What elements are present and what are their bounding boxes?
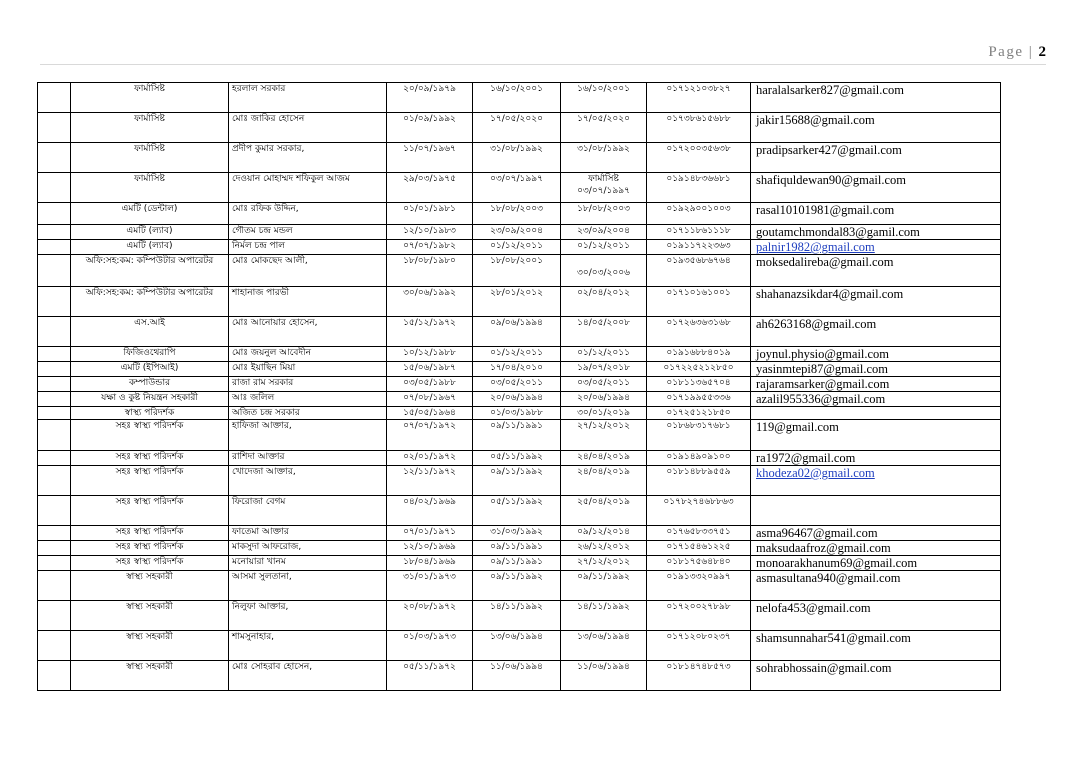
serial-cell (38, 392, 71, 407)
first-join-date-cell: ০৩/০৭/১৯৯৭ (473, 173, 561, 203)
email-cell (751, 347, 1001, 362)
designation-cell: এমটি (ডেন্টাল) (71, 203, 229, 225)
current-join-date: ০৯/১২/২০১৪ (577, 527, 630, 537)
current-join-date-cell (561, 173, 647, 203)
table-row (38, 420, 1001, 451)
designation-cell: স্বাস্থ্য সহকারী (71, 631, 229, 661)
email-cell (751, 601, 1001, 631)
current-join-date-cell (561, 255, 647, 287)
first-join-date-cell: ৩১/০৩/১৯৯২ (473, 526, 561, 541)
phone-cell: ০১৭১২০৮০২৩৭ (647, 631, 751, 661)
phone-cell: ০১৭১৫৪৬১২২৫ (647, 541, 751, 556)
current-join-date-cell (561, 362, 647, 377)
email-cell (751, 496, 1001, 526)
first-join-date-cell: ০১/১২/২০১১ (473, 240, 561, 255)
current-join-date: ১৭/০৫/২০২০ (577, 114, 630, 124)
first-join-date-cell: ০১/১২/২০১১ (473, 347, 561, 362)
first-join-date-cell: ১৪/১১/১৯৯২ (473, 601, 561, 631)
serial-cell (38, 225, 71, 240)
current-join-date: ২৪/০৪/২০১৯ (577, 452, 630, 462)
email-cell (751, 392, 1001, 407)
phone-cell: ০১৮১৪৮৮৯৫৫৯ (647, 466, 751, 496)
birth-date-cell: ০৭/০৭/১৯৮২ (387, 240, 473, 255)
email-cell (751, 661, 1001, 691)
serial-cell (38, 451, 71, 466)
first-join-date-cell: ২৩/০৯/২০০৪ (473, 225, 561, 240)
current-join-date-cell (561, 225, 647, 240)
email-cell (751, 83, 1001, 113)
current-join-date-cell (561, 496, 647, 526)
designation-cell: স্বাস্থ্য সহকারী (71, 661, 229, 691)
name-cell: অজিত চন্দ্র সরকার (229, 407, 387, 420)
birth-date-cell: ০৭/০৮/১৯৬৭ (387, 392, 473, 407)
name-cell: মোঃ রফিক উদ্দিন, (229, 203, 387, 225)
phone-cell: ০১৯১১৭২২৩৬৩ (647, 240, 751, 255)
current-join-date-cell (561, 571, 647, 601)
email-cell (751, 203, 1001, 225)
name-cell: আসমা সুলতানা, (229, 571, 387, 601)
birth-date-cell: ০২/০১/১৯৭২ (387, 451, 473, 466)
serial-cell (38, 420, 71, 451)
current-join-date-cell (561, 317, 647, 347)
serial-cell (38, 113, 71, 143)
birth-date-cell: ০১/০১/১৯৮১ (387, 203, 473, 225)
current-join-date-cell (561, 83, 647, 113)
phone-cell: ০১৭৬৫৮৩৩৭৫১ (647, 526, 751, 541)
table-row (38, 113, 1001, 143)
current-join-date: ২০/০৬/১৯৯৪ (577, 393, 630, 403)
email-text: joynul.physio@gmail.com (756, 347, 890, 361)
phone-cell: ০১৮১৭৫৬৪৮৪০ (647, 556, 751, 571)
table-row (38, 451, 1001, 466)
phone-cell: ০১৭২০০৩৫৬৩৮ (647, 143, 751, 173)
email-text: nelofa453@gmail.com (756, 601, 871, 615)
current-join-date-cell (561, 466, 647, 496)
current-join-date-cell (561, 420, 647, 451)
table-row (38, 407, 1001, 420)
current-join-date: ১৩/০৬/১৯৯৪ (577, 632, 630, 642)
designation-cell: ফার্মাসিষ্ট (71, 173, 229, 203)
email-link[interactable]: palnir1982@gmail.com (756, 240, 875, 254)
birth-date-cell: ২০/০৯/১৯৭৯ (387, 83, 473, 113)
current-join-date: ৩১/০৮/১৯৯২ (577, 144, 630, 154)
table-row (38, 240, 1001, 255)
email-cell (751, 113, 1001, 143)
name-cell: মোঃ জয়নুল আবেদীন (229, 347, 387, 362)
email-text: yasinmtepi87@gmail.com (756, 362, 888, 376)
table-row (38, 526, 1001, 541)
current-join-date: ২৪/০৪/২০১৯ (577, 467, 630, 477)
birth-date-cell: ০১/০৯/১৯৯২ (387, 113, 473, 143)
email-cell (751, 631, 1001, 661)
email-link[interactable]: khodeza02@gmail.com (756, 466, 875, 480)
email-text: shamsunnahar541@gmail.com (756, 631, 911, 645)
name-cell: নির্মল চন্দ্র পাল (229, 240, 387, 255)
phone-cell: ০১৭৩৮৬১৫৬৮৮ (647, 113, 751, 143)
name-cell: দেওয়ান মোহাম্মদ শফিকুল আজম (229, 173, 387, 203)
name-cell: ফিরোজা বেগম (229, 496, 387, 526)
first-join-date-cell: ০৯/১১/১৯৯২ (473, 571, 561, 601)
serial-cell (38, 466, 71, 496)
email-cell (751, 571, 1001, 601)
phone-cell: ০১৭১০১৬১০০১ (647, 287, 751, 317)
birth-date-cell: ১০/১২/১৯৮৮ (387, 347, 473, 362)
table-row (38, 317, 1001, 347)
serial-cell (38, 631, 71, 661)
first-join-date-cell: ০৯/১১/১৯৯২ (473, 466, 561, 496)
serial-cell (38, 496, 71, 526)
table-row (38, 556, 1001, 571)
first-join-date-cell: ০৩/০৫/২০১১ (473, 377, 561, 392)
birth-date-cell: ১২/১০/১৯৮৩ (387, 225, 473, 240)
current-join-date: ২৭/১২/২০১২ (577, 557, 630, 567)
phone-cell: ০১৭২৬৩৬৩১৬৮ (647, 317, 751, 347)
current-join-date-cell (561, 240, 647, 255)
current-join-date-second-line: ৩০/০৩/২০০৬ (577, 268, 630, 278)
name-cell: মোঃ জাকির হোসেন (229, 113, 387, 143)
current-join-date: ০৯/১১/১৯৯২ (577, 572, 630, 582)
designation-cell: এস.আই (71, 317, 229, 347)
email-cell (751, 451, 1001, 466)
birth-date-cell: ১২/১১/১৯৭২ (387, 466, 473, 496)
email-cell (751, 420, 1001, 451)
email-text: jakir15688@gmail.com (756, 113, 875, 127)
phone-cell: ০১৭৮২৭৪৬৮৮৬৩ (647, 496, 751, 526)
email-text: pradipsarker427@gmail.com (756, 143, 902, 157)
first-join-date-cell: ১৮/০৮/২০০১ (473, 255, 561, 287)
first-join-date-cell: ০৯/১১/১৯৯১ (473, 556, 561, 571)
designation-cell: ফার্মাসিষ্ট (71, 83, 229, 113)
designation-cell: সহঃ স্বাস্থ্য পরিদর্শক (71, 496, 229, 526)
name-cell: ফাতেমা আক্তার (229, 526, 387, 541)
email-cell (751, 556, 1001, 571)
email-text: rasal10101981@gmail.com (756, 203, 895, 217)
serial-cell (38, 556, 71, 571)
email-cell (751, 317, 1001, 347)
current-join-date: ১৯/০৭/২০১৮ (577, 363, 630, 373)
current-join-date: ০২/০৪/২০১২ (577, 288, 630, 298)
current-join-date-cell (561, 541, 647, 556)
serial-cell (38, 347, 71, 362)
designation-cell: অফি:সহ:কম: কম্পিউটার অপারেটর (71, 287, 229, 317)
name-cell: হাফিজা আক্তার, (229, 420, 387, 451)
current-join-date-second-line: ০৩/০৭/১৯৯৭ (577, 186, 630, 196)
first-join-date-cell: ২৮/০১/২০১২ (473, 287, 561, 317)
name-cell: মোঃ ইয়াছিন মিয়া (229, 362, 387, 377)
designation-cell: এমটি (ল্যাব) (71, 225, 229, 240)
email-text: monoarakhanum69@gmail.com (756, 556, 918, 570)
first-join-date-cell: ১১/০৬/১৯৯৪ (473, 661, 561, 691)
current-join-date: ০১/১২/২০১১ (577, 241, 630, 251)
staff-table (37, 82, 1001, 691)
designation-cell: সহঃ স্বাস্থ্য পরিদর্শক (71, 451, 229, 466)
serial-cell (38, 661, 71, 691)
table-row (38, 377, 1001, 392)
serial-cell (38, 601, 71, 631)
first-join-date-cell: ১৬/১০/২০০১ (473, 83, 561, 113)
table-row (38, 466, 1001, 496)
current-join-date-cell (561, 203, 647, 225)
email-text: rajaramsarker@gmail.com (756, 377, 890, 391)
current-join-date: ১৮/০৮/২০০৩ (577, 204, 630, 214)
name-cell: শাহানাজ পারভী (229, 287, 387, 317)
birth-date-cell: ৩১/০১/১৯৭৩ (387, 571, 473, 601)
current-join-date-cell (561, 392, 647, 407)
phone-cell: ০১৯২৯০০১০০৩ (647, 203, 751, 225)
email-text: 119@gmail.com (756, 420, 839, 434)
serial-cell (38, 362, 71, 377)
current-join-date-cell (561, 601, 647, 631)
phone-cell: ০১৯১৪৮৩৬৬৮১ (647, 173, 751, 203)
birth-date-cell: ১২/১০/১৯৬৯ (387, 541, 473, 556)
first-join-date-cell: ০৯/১১/১৯৯১ (473, 541, 561, 556)
serial-cell (38, 317, 71, 347)
designation-cell: কম্পাউন্ডার (71, 377, 229, 392)
current-join-date-cell (561, 407, 647, 420)
current-join-date: ১৬/১০/২০০১ (577, 84, 630, 94)
table-row (38, 661, 1001, 691)
serial-cell (38, 287, 71, 317)
header-rule (40, 64, 1046, 65)
email-cell (751, 287, 1001, 317)
designation-cell: এমটি (ইপিআই) (71, 362, 229, 377)
email-text: asmasultana940@gmail.com (756, 571, 901, 585)
phone-cell: ০১৭১৯৯৫৫৩৩৬ (647, 392, 751, 407)
birth-date-cell: ৩০/০৬/১৯৯২ (387, 287, 473, 317)
name-cell: মোঃ আনোয়ার হোসেন, (229, 317, 387, 347)
table-row (38, 362, 1001, 377)
staff-table-body (38, 83, 1001, 691)
table-row (38, 541, 1001, 556)
current-join-date-cell (561, 631, 647, 661)
email-text: shahanazsikdar4@gmail.com (756, 287, 904, 301)
current-join-date-cell (561, 451, 647, 466)
email-cell (751, 466, 1001, 496)
serial-cell (38, 143, 71, 173)
current-join-date: ফার্মাসিষ্ট (588, 174, 619, 184)
current-join-date: ১১/০৬/১৯৯৪ (577, 662, 630, 672)
table-row (38, 601, 1001, 631)
current-join-date-cell (561, 347, 647, 362)
current-join-date-cell (561, 287, 647, 317)
current-join-date: ২৫/০৪/২০১৯ (577, 497, 630, 507)
first-join-date-cell: ০৯/১১/১৯৯১ (473, 420, 561, 451)
email-cell (751, 173, 1001, 203)
designation-cell: অফি:সহ:কম: কম্পিউটার অপারেটর (71, 255, 229, 287)
email-cell (751, 362, 1001, 377)
email-text: shafiquldewan90@gmail.com (756, 173, 907, 187)
first-join-date-cell: ১৮/০৮/২০০৩ (473, 203, 561, 225)
first-join-date-cell: ০৫/১১/১৯৯২ (473, 496, 561, 526)
email-cell (751, 240, 1001, 255)
email-cell (751, 225, 1001, 240)
phone-cell: ০১৭১২১০৩৮২৭ (647, 83, 751, 113)
email-text: azalil955336@gmail.com (756, 392, 886, 406)
current-join-date-cell (561, 556, 647, 571)
phone-cell: ০১৯১৩৩২০৯৯৭ (647, 571, 751, 601)
table-row (38, 347, 1001, 362)
designation-cell: স্বাস্থ্য সহকারী (71, 571, 229, 601)
current-join-date: ২৭/১২/২০১২ (577, 421, 630, 431)
designation-cell: এমটি (ল্যাব) (71, 240, 229, 255)
name-cell: রাশিদা আক্তার (229, 451, 387, 466)
birth-date-cell: ০৭/০১/১৯৭১ (387, 526, 473, 541)
serial-cell (38, 541, 71, 556)
email-text: ah6263168@gmail.com (756, 317, 877, 331)
designation-cell: সহঃ স্বাস্থ্য পরিদর্শক (71, 556, 229, 571)
phone-cell: ০১৭২০০২৭৮৯৮ (647, 601, 751, 631)
designation-cell: স্বাস্থ্য পরিদর্শক (71, 407, 229, 420)
email-text: ra1972@gmail.com (756, 451, 856, 465)
birth-date-cell: ১৫/০৫/১৯৬৪ (387, 407, 473, 420)
email-cell (751, 377, 1001, 392)
designation-cell: সহঃ স্বাস্থ্য পরিদর্শক (71, 420, 229, 451)
table-row (38, 225, 1001, 240)
email-text: moksedalireba@gmail.com (756, 255, 894, 269)
serial-cell (38, 255, 71, 287)
current-join-date: ০১/১২/২০১১ (577, 348, 630, 358)
email-cell (751, 255, 1001, 287)
first-join-date-cell: ২০/০৬/১৯৯৪ (473, 392, 561, 407)
table-row (38, 173, 1001, 203)
designation-cell: সহঃ স্বাস্থ্য পরিদর্শক (71, 541, 229, 556)
email-cell (751, 407, 1001, 420)
birth-date-cell: ২৯/০৩/১৯৭৫ (387, 173, 473, 203)
current-join-date: ২৬/১২/২০১২ (577, 542, 630, 552)
email-text: goutamchmondal83@gamil.com (756, 225, 920, 239)
serial-cell (38, 173, 71, 203)
phone-cell: ০১৭২৫১২১৮৫০ (647, 407, 751, 420)
current-join-date: ২৩/০৯/২০০৪ (577, 226, 630, 236)
birth-date-cell: ১৮/০৮/১৯৮০ (387, 255, 473, 287)
first-join-date-cell: ০৯/০৬/১৯৯৪ (473, 317, 561, 347)
name-cell: হরলাল সরকার (229, 83, 387, 113)
birth-date-cell: ০৫/১১/১৯৭২ (387, 661, 473, 691)
name-cell: গৌতম চন্দ্র মন্ডল (229, 225, 387, 240)
phone-cell: ০১৭১১৮৬১১১৮ (647, 225, 751, 240)
name-cell: রাজা রাম সরকার (229, 377, 387, 392)
name-cell: মোঃ সোহরাব হোসেন, (229, 661, 387, 691)
birth-date-cell: ২০/০৮/১৯৭২ (387, 601, 473, 631)
table-row (38, 83, 1001, 113)
phone-cell: ০১৮৬৮৩১৭৬৮১ (647, 420, 751, 451)
name-cell: মনোয়ারা খানম (229, 556, 387, 571)
designation-cell: সহঃ স্বাস্থ্য পরিদর্শক (71, 526, 229, 541)
designation-cell: স্বাস্থ্য সহকারী (71, 601, 229, 631)
table-row (38, 287, 1001, 317)
first-join-date-cell: ১৭/০৪/২০১০ (473, 362, 561, 377)
birth-date-cell: ১৫/০৬/১৯৮৭ (387, 362, 473, 377)
name-cell: আঃ জলিল (229, 392, 387, 407)
name-cell: নিলুফা আক্তার, (229, 601, 387, 631)
birth-date-cell: ১৮/০৪/১৯৬৯ (387, 556, 473, 571)
table-row (38, 631, 1001, 661)
birth-date-cell: ০১/০৩/১৯৭৩ (387, 631, 473, 661)
birth-date-cell: ১৫/১২/১৯৭২ (387, 317, 473, 347)
designation-cell: সহঃ স্বাস্থ্য পরিদর্শক (71, 466, 229, 496)
serial-cell (38, 83, 71, 113)
email-cell (751, 526, 1001, 541)
phone-cell: ০১৭২২৫২১২৮৫০ (647, 362, 751, 377)
name-cell: মাকসুদা আফরোজ, (229, 541, 387, 556)
current-join-date-cell (561, 113, 647, 143)
first-join-date-cell: ১৭/০৫/২০২০ (473, 113, 561, 143)
current-join-date: ১৪/১১/১৯৯২ (577, 602, 630, 612)
table-row (38, 392, 1001, 407)
designation-cell: ফার্মাসিষ্ট (71, 143, 229, 173)
serial-cell (38, 203, 71, 225)
name-cell: প্রদীপ কুমার সরকার, (229, 143, 387, 173)
current-join-date-cell (561, 526, 647, 541)
page-number: 2 (1038, 44, 1046, 60)
designation-cell: ফার্মাসিষ্ট (71, 113, 229, 143)
name-cell: মোঃ মোকছেদ আলী, (229, 255, 387, 287)
phone-cell: ০১৯১৪৯০৯১০০ (647, 451, 751, 466)
current-join-date: ১৪/০৫/২০০৮ (577, 318, 630, 328)
email-text: haralalsarker827@gmail.com (756, 83, 904, 97)
birth-date-cell: ০৩/০৫/১৯৮৮ (387, 377, 473, 392)
serial-cell (38, 526, 71, 541)
designation-cell: ফিজিওথেরাপি (71, 347, 229, 362)
birth-date-cell: ১১/০৭/১৯৬৭ (387, 143, 473, 173)
current-join-date: ০৩/০৫/২০১১ (577, 378, 630, 388)
name-cell: শামসুনাহার, (229, 631, 387, 661)
serial-cell (38, 407, 71, 420)
email-text: asma96467@gmail.com (756, 526, 878, 540)
birth-date-cell: ০৭/০৭/১৯৭২ (387, 420, 473, 451)
phone-cell: ০১৮১৪৭৪৮৫৭৩ (647, 661, 751, 691)
first-join-date-cell: ০১/০৩/১৯৮৮ (473, 407, 561, 420)
email-cell (751, 541, 1001, 556)
current-join-date: ৩০/০১/২০১৯ (577, 408, 630, 418)
first-join-date-cell: ০৫/১১/১৯৯২ (473, 451, 561, 466)
current-join-date-cell (561, 143, 647, 173)
email-cell (751, 143, 1001, 173)
phone-cell: ০১৯১৬৮৮৪০১৯ (647, 347, 751, 362)
phone-cell: ০১৮১১৩৬৫৭০৪ (647, 377, 751, 392)
table-row (38, 255, 1001, 287)
birth-date-cell: ০৪/০২/১৯৬৯ (387, 496, 473, 526)
table-row (38, 496, 1001, 526)
serial-cell (38, 377, 71, 392)
serial-cell (38, 571, 71, 601)
current-join-date-cell (561, 377, 647, 392)
page-label: Page | (988, 44, 1034, 60)
serial-cell (38, 240, 71, 255)
name-cell: খোদেজা আক্তার, (229, 466, 387, 496)
designation-cell: যক্ষা ও কুষ্ট নিয়ন্ত্রন সহকারী (71, 392, 229, 407)
phone-cell: ০১৯৩৫৬৮৬৭৬৪ (647, 255, 751, 287)
table-row (38, 571, 1001, 601)
first-join-date-cell: ৩১/০৮/১৯৯২ (473, 143, 561, 173)
current-join-date-cell (561, 661, 647, 691)
table-row (38, 203, 1001, 225)
page-header (40, 44, 1046, 61)
email-text: sohrabhossain@gmail.com (756, 661, 892, 675)
email-text: maksudaafroz@gmail.com (756, 541, 891, 555)
first-join-date-cell: ১৩/০৬/১৯৯৪ (473, 631, 561, 661)
table-row (38, 143, 1001, 173)
